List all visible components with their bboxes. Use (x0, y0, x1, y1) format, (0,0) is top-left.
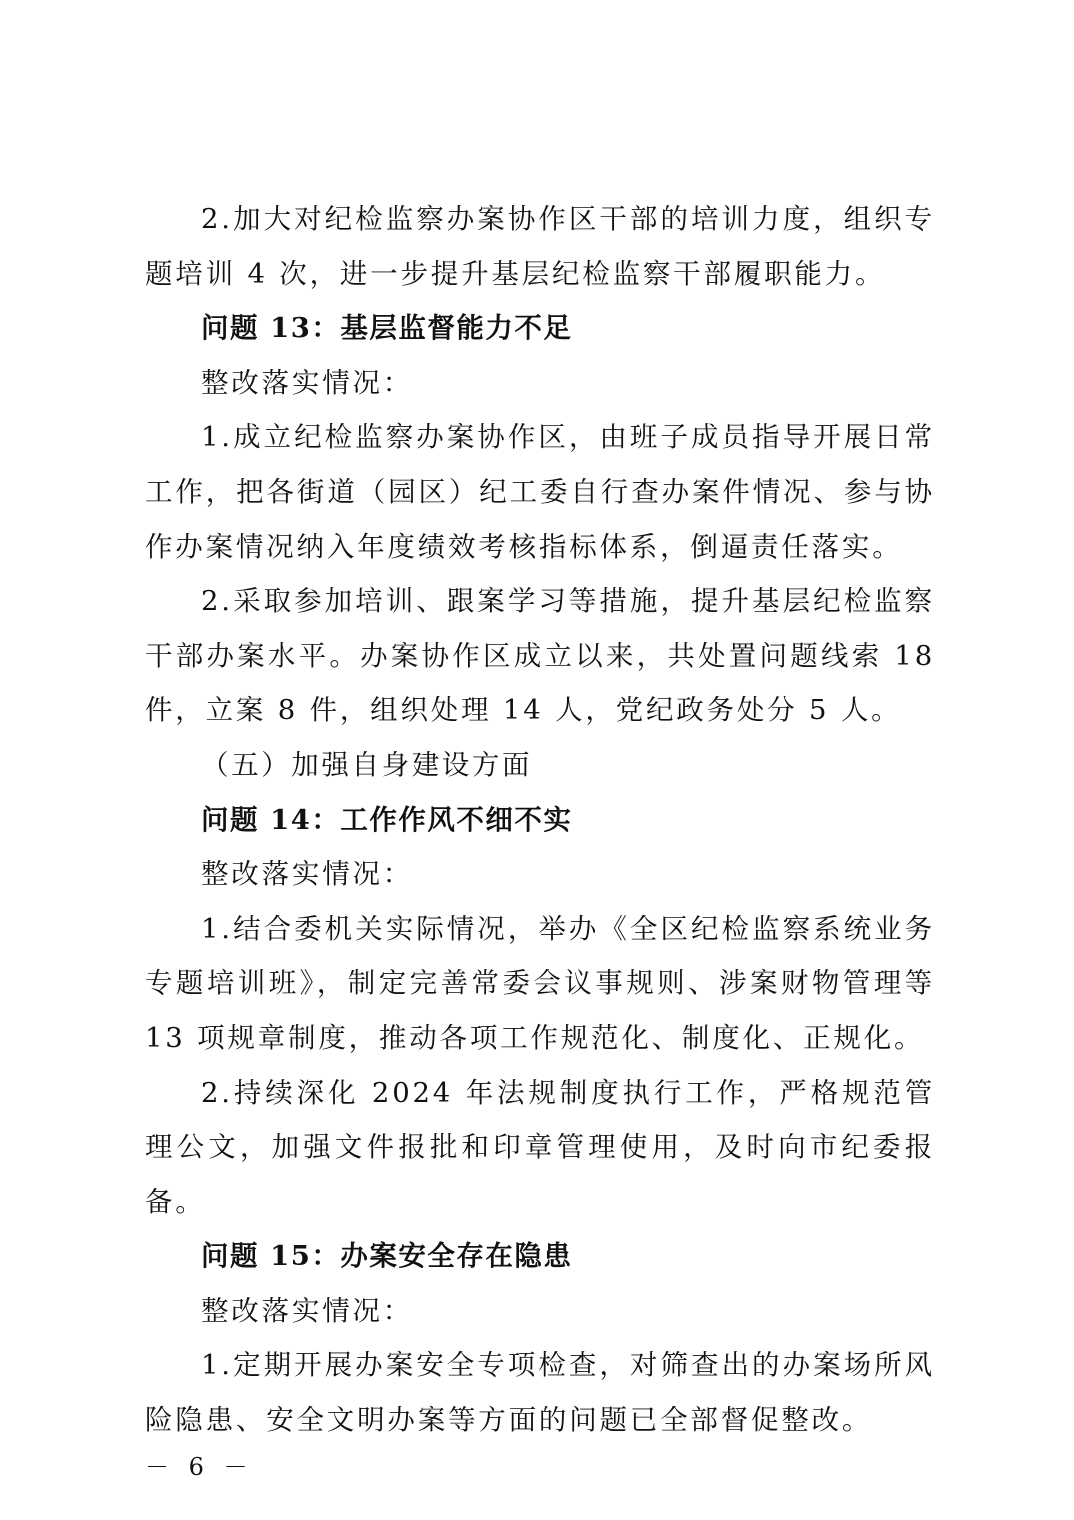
heading-issue-15: 问题 15：办案安全存在隐患 (201, 1240, 573, 1273)
paragraph-item-2: 2.持续深化 2024 年法规制度执行工作，严格规范管理公文，加强文件报批和印章管理使用，及时向市纪委报备。 (145, 1076, 935, 1218)
paragraph-item-1: 1.结合委机关实际情况，举办《全区纪检监察系统业务专题培训班》，制定完善常委会议事规则、涉案财物管理等 13 项规章制度，推动各项工作规范化、制度化、正规化。 (145, 912, 935, 1054)
paragraph-status-label: 整改落实情况： (201, 366, 414, 399)
paragraph-status-label: 整改落实情况： (201, 1294, 414, 1327)
paragraph-status-label: 整改落实情况： (201, 858, 414, 891)
section-heading-5: （五）加强自身建设方面 (201, 748, 533, 781)
page-number: － 6 － (145, 1453, 254, 1481)
heading-issue-13: 问题 13：基层监督能力不足 (201, 312, 573, 345)
paragraph-item-1: 1.定期开展办案安全专项检查，对筛查出的办案场所风险隐患、安全文明办案等方面的问题已全部督促整改。 (145, 1349, 935, 1437)
heading-issue-14: 问题 14：工作作风不细不实 (201, 803, 573, 836)
paragraph-training: 2.加大对纪检监察办案协作区干部的培训力度，组织专题培训 4 次，进一步提升基层纪检监察干部履职能力。 (145, 203, 935, 290)
document-body (145, 192, 935, 1448)
paragraph-item-2: 2.采取参加培训、跟案学习等措施，提升基层纪检监察干部办案水平。办案协作区成立以来，共处置问题线索 18 件，立案 8 件，组织处理 14 人，党纪政务处分 5 人。 (145, 585, 935, 727)
paragraph-item-1: 1.成立纪检监察办案协作区，由班子成员指导开展日常工作，把各街道（园区）纪工委自行查办案件情况、参与协作办案情况纳入年度绩效考核指标体系，倒逼责任落实。 (145, 421, 935, 563)
